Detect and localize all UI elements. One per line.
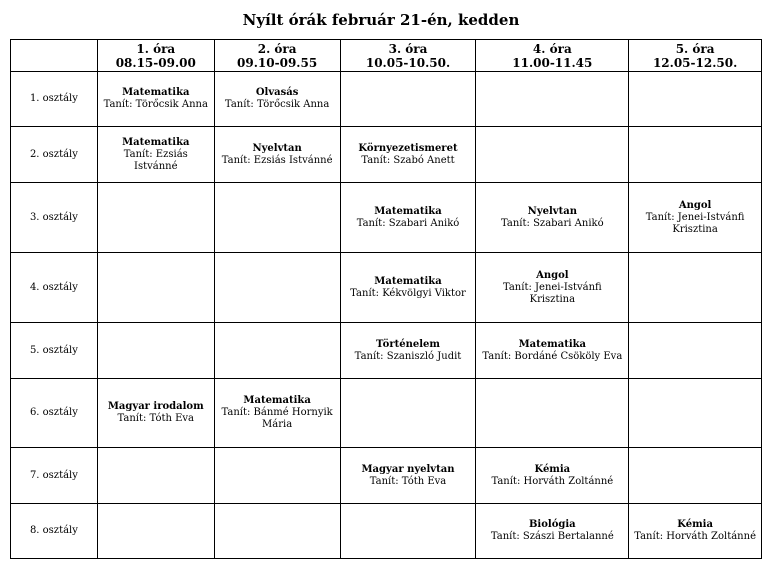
lesson-cell <box>476 504 629 559</box>
subject-name: Matematika <box>122 136 190 148</box>
lesson-cell <box>97 127 214 183</box>
lesson-cell <box>214 448 340 504</box>
class-row <box>11 127 762 183</box>
period-name: 2. óra <box>257 41 297 56</box>
lesson-cell <box>214 379 340 448</box>
period-header <box>97 40 214 72</box>
lesson-cell <box>629 183 762 253</box>
teacher-name: Tanít: Ezsiás Istvánné <box>123 148 188 172</box>
lesson-cell <box>629 379 762 448</box>
period-time: 11.00-11.45 <box>512 55 593 70</box>
lesson-cell <box>476 323 629 379</box>
lesson-cell <box>97 323 214 379</box>
subject-name: Olvasás <box>255 87 299 98</box>
subject-name: Nyelvtan <box>527 205 577 217</box>
lesson-cell <box>214 323 340 379</box>
teacher-name: Tanít: Ezsiás Istvánné <box>221 154 333 166</box>
teacher-name: Tanít: Törőcsik Anna <box>103 99 208 110</box>
subject-name: Matematika <box>122 87 190 98</box>
class-label: 5. osztály <box>11 323 98 379</box>
subject-name: Biológia <box>528 519 576 530</box>
subject-name: Környezetismeret <box>358 142 458 154</box>
lesson-cell <box>340 379 476 448</box>
lesson-cell <box>476 183 629 253</box>
lesson-cell <box>629 504 762 559</box>
subject-name: Matematika <box>374 275 442 287</box>
lesson-cell <box>476 127 629 183</box>
period-header <box>340 40 476 72</box>
class-label: 6. osztály <box>11 379 98 448</box>
lesson-cell <box>629 323 762 379</box>
subject-name: Angol <box>536 269 569 281</box>
corner-cell <box>11 40 98 72</box>
lesson-cell <box>340 448 476 504</box>
class-label: 7. osztály <box>11 448 98 504</box>
subject-name: Kémia <box>677 519 713 530</box>
subject-name: Matematika <box>518 338 587 350</box>
lesson-cell <box>476 253 629 323</box>
lesson-cell <box>340 127 476 183</box>
teacher-name: Tanít: Szabari Anikó <box>501 217 604 229</box>
subject-name: Kémia <box>534 463 571 475</box>
lesson-cell <box>97 253 214 323</box>
class-row <box>11 504 762 559</box>
period-header <box>629 40 762 72</box>
period-time: 09.10-09.55 <box>237 55 318 70</box>
teacher-name: Tanít: Horváth Zoltánné <box>634 531 756 542</box>
class-row <box>11 72 762 127</box>
lesson-cell <box>340 72 476 127</box>
teacher-name: Tanít: Szabari Anikó <box>356 217 460 229</box>
subject-name: Matematika <box>243 395 311 406</box>
class-row <box>11 323 762 379</box>
lesson-cell <box>476 448 629 504</box>
teacher-name: Tanít: Szászi Bertalanné <box>490 531 614 542</box>
class-row <box>11 183 762 253</box>
period-time: 08.15-09.00 <box>115 55 196 70</box>
subject-name: Magyar irodalom <box>107 401 204 412</box>
lesson-cell <box>97 448 214 504</box>
teacher-name: Tanít: Tóth Eva <box>117 413 195 424</box>
subject-name: Történelem <box>376 338 440 350</box>
teacher-name: Tanít: Jenei-Istvánfi Krisztina <box>645 211 745 235</box>
lesson-cell <box>629 127 762 183</box>
period-name: 1. óra <box>136 41 176 56</box>
class-label: 2. osztály <box>11 127 98 183</box>
lesson-cell <box>97 379 214 448</box>
lesson-cell <box>629 448 762 504</box>
lesson-cell <box>97 504 214 559</box>
class-label: 3. osztály <box>11 183 98 253</box>
lesson-cell <box>214 183 340 253</box>
lesson-cell <box>340 183 476 253</box>
period-name: 5. óra <box>675 41 715 56</box>
teacher-name: Tanít: Tóth Eva <box>369 475 447 487</box>
subject-name: Nyelvtan <box>252 142 302 154</box>
teacher-name: Tanít: Bánmé Hornyik Mária <box>221 407 333 430</box>
teacher-name: Tanít: Bordáné Csököly Eva <box>482 350 623 362</box>
class-row <box>11 448 762 504</box>
period-name: 3. óra <box>388 41 428 56</box>
lesson-cell <box>476 379 629 448</box>
period-time: 10.05-10.50. <box>365 55 451 70</box>
lesson-cell <box>214 504 340 559</box>
teacher-name: Tanít: Jenei-Istvánfi Krisztina <box>502 281 602 305</box>
class-label: 4. osztály <box>11 253 98 323</box>
period-time: 12.05-12.50. <box>652 55 738 70</box>
lesson-cell <box>476 72 629 127</box>
lesson-cell <box>214 127 340 183</box>
period-name: 4. óra <box>532 41 572 56</box>
lesson-cell <box>97 72 214 127</box>
subject-name: Matematika <box>374 205 442 217</box>
lesson-cell <box>214 72 340 127</box>
period-header <box>214 40 340 72</box>
teacher-name: Tanít: Horváth Zoltánné <box>491 475 614 487</box>
teacher-name: Tanít: Szaniszló Judit <box>354 350 462 362</box>
subject-name: Magyar nyelvtan <box>361 463 455 475</box>
class-row <box>11 379 762 448</box>
schedule-table <box>10 39 762 559</box>
teacher-name: Tanít: Törőcsik Anna <box>224 99 330 110</box>
lesson-cell <box>97 183 214 253</box>
lesson-cell <box>214 253 340 323</box>
class-label: 1. osztály <box>11 72 98 127</box>
class-label: 8. osztály <box>11 504 98 559</box>
teacher-name: Tanít: Szabó Anett <box>361 154 455 166</box>
teacher-name: Tanít: Kékvölgyi Viktor <box>350 287 466 299</box>
lesson-cell <box>629 253 762 323</box>
lesson-cell <box>340 323 476 379</box>
lesson-cell <box>629 72 762 127</box>
page-title: Nyílt órák február 21-én, kedden <box>242 11 520 29</box>
lesson-cell <box>340 504 476 559</box>
class-row <box>11 253 762 323</box>
lesson-cell <box>340 253 476 323</box>
header-row <box>11 40 762 72</box>
period-header <box>476 40 629 72</box>
subject-name: Angol <box>678 199 712 211</box>
